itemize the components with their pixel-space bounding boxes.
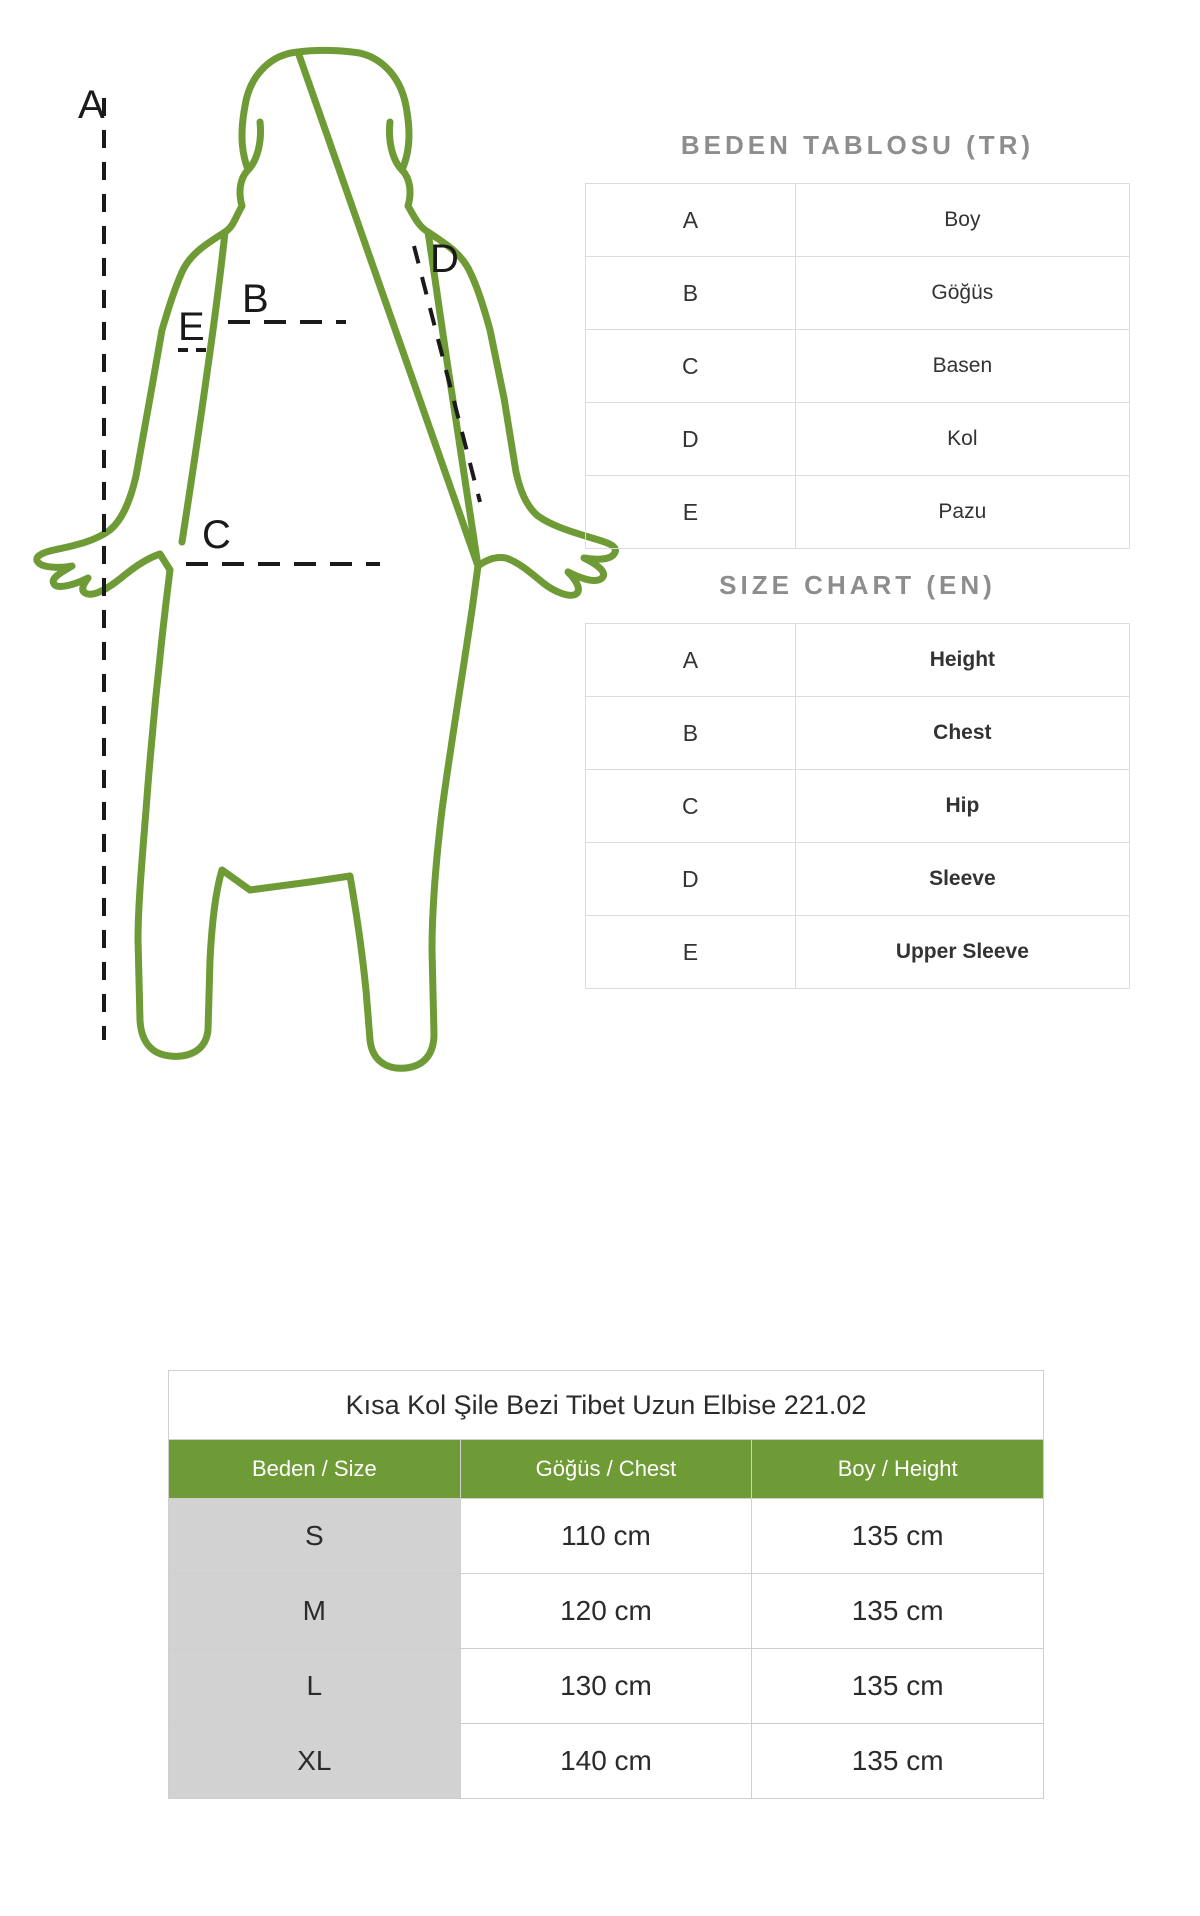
legend-tr-label: Basen <box>795 330 1129 403</box>
cell-height: 135 cm <box>752 1499 1044 1574</box>
cell-chest: 120 cm <box>460 1574 752 1649</box>
table-row <box>169 1574 1044 1649</box>
cell-height: 135 cm <box>752 1574 1044 1649</box>
legend-en-label: Height <box>795 624 1129 697</box>
legend-en-label: Sleeve <box>795 843 1129 916</box>
table-row <box>586 476 1130 549</box>
product-header-row <box>169 1440 1044 1499</box>
legend-tr-code: B <box>586 257 796 330</box>
table-row <box>586 770 1130 843</box>
cell-chest: 140 cm <box>460 1724 752 1799</box>
column-header-height: Boy / Height <box>752 1440 1044 1499</box>
column-header-size: Beden / Size <box>169 1440 461 1499</box>
legend-en-code: E <box>586 916 796 989</box>
cell-height: 135 cm <box>752 1649 1044 1724</box>
table-row <box>169 1724 1044 1799</box>
product-title-row <box>169 1371 1044 1440</box>
legend-en-code: A <box>586 624 796 697</box>
marker-e: E <box>178 305 205 349</box>
table-row <box>586 403 1130 476</box>
legend-en-label: Upper Sleeve <box>795 916 1129 989</box>
marker-d: D <box>430 237 459 281</box>
cell-height: 135 cm <box>752 1724 1044 1799</box>
product-title: Kısa Kol Şile Bezi Tibet Uzun Elbise 221.02 <box>169 1371 1044 1440</box>
legend-tr-label: Kol <box>795 403 1129 476</box>
table-row <box>169 1649 1044 1724</box>
body-figure-illustration <box>10 10 650 1290</box>
legend-tr-label: Boy <box>795 184 1129 257</box>
table-row <box>586 184 1130 257</box>
legend-tr-table <box>585 183 1130 549</box>
legend-tr-block <box>585 130 1130 549</box>
cell-size: L <box>169 1649 461 1724</box>
legend-en-table <box>585 623 1130 989</box>
marker-b: B <box>242 277 269 321</box>
legend-tr-title: BEDEN TABLOSU (TR) <box>680 130 1035 160</box>
cell-chest: 110 cm <box>460 1499 752 1574</box>
product-size-table-section <box>168 1370 1044 1799</box>
legend-tr-code: A <box>586 184 796 257</box>
marker-a: A <box>78 83 105 127</box>
legend-en-code: D <box>586 843 796 916</box>
table-row <box>586 697 1130 770</box>
cell-size: XL <box>169 1724 461 1799</box>
legend-tr-label: Pazu <box>795 476 1129 549</box>
table-row <box>586 843 1130 916</box>
legend-tr-code: D <box>586 403 796 476</box>
legend-en-block <box>585 570 1130 989</box>
table-row <box>586 916 1130 989</box>
table-row <box>586 330 1130 403</box>
legend-en-title: SIZE CHART (EN) <box>719 570 996 600</box>
table-row <box>586 624 1130 697</box>
table-row <box>586 257 1130 330</box>
marker-c: C <box>202 513 231 557</box>
legend-tr-code: C <box>586 330 796 403</box>
legend-en-label: Hip <box>795 770 1129 843</box>
legend-en-code: B <box>586 697 796 770</box>
legend-tr-code: E <box>586 476 796 549</box>
legend-tr-label: Göğüs <box>795 257 1129 330</box>
cell-size: S <box>169 1499 461 1574</box>
legend-en-code: C <box>586 770 796 843</box>
legend-en-label: Chest <box>795 697 1129 770</box>
cell-chest: 130 cm <box>460 1649 752 1724</box>
product-size-table <box>168 1370 1044 1799</box>
table-row <box>169 1499 1044 1574</box>
cell-size: M <box>169 1574 461 1649</box>
column-header-chest: Göğüs / Chest <box>460 1440 752 1499</box>
